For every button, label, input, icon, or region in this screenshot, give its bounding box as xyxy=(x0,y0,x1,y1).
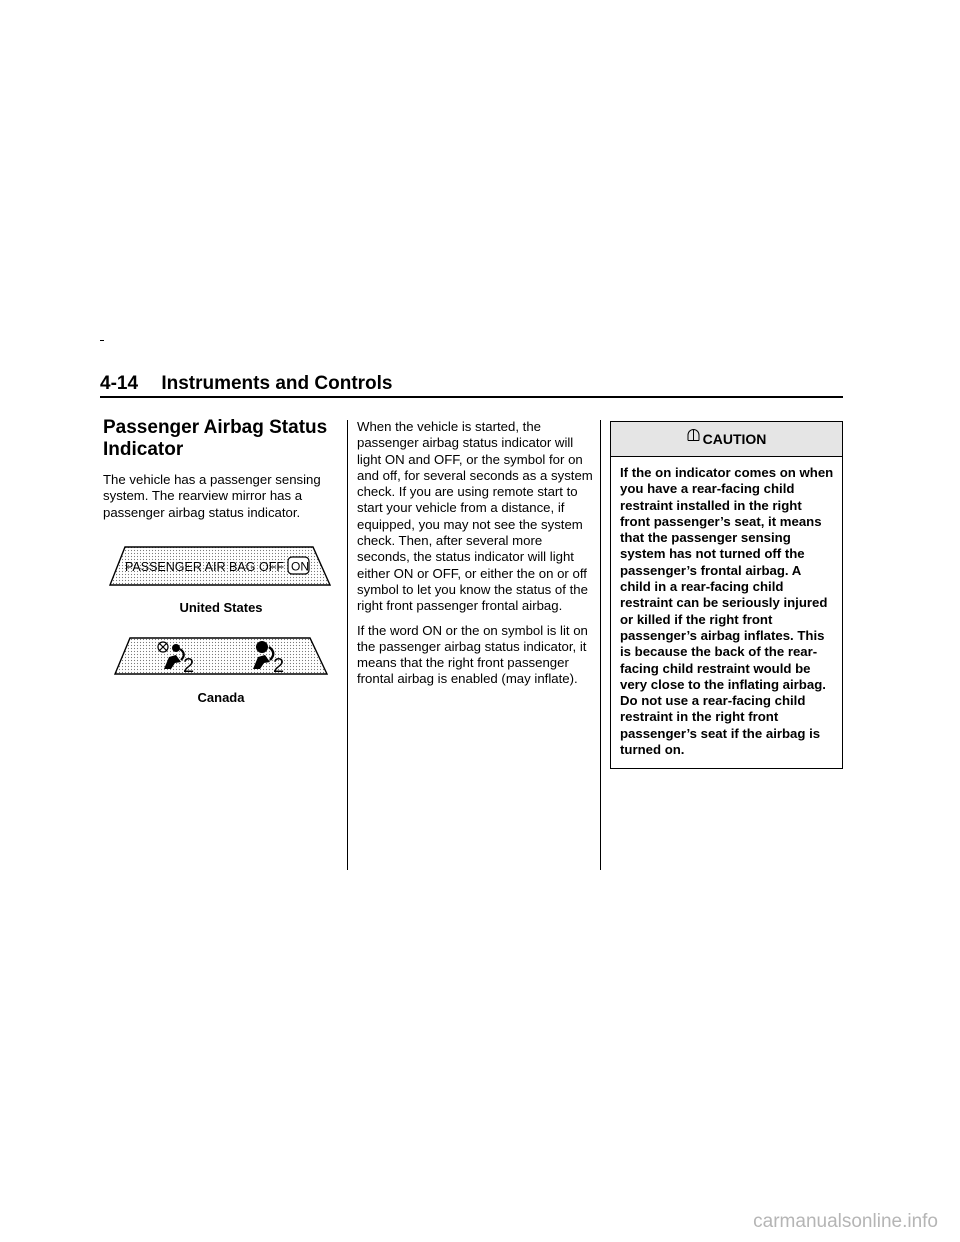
section-name: Instruments and Controls xyxy=(161,373,393,394)
caution-text: If the on indicator comes on when you have a rear-facing child restraint installed in the right front passenger’s seat, it means that the passenger sensing system has not turned off the passenger’s frontal airbag. A child in a rear-facing child restraint can be seriously injured or killed if the right front passenger’s airbag inflates. This is because the back of the rear-facing child restraint would be very close to the inflating airbag. Do not use a rear-facing child restraint in the right front passenger’s seat if the airbag is turned on. xyxy=(620,465,834,758)
us-indicator-illustration xyxy=(103,543,339,587)
page-number: 4-14 xyxy=(100,373,139,394)
watermark: carmanualsonline.info xyxy=(753,1211,938,1232)
figure-united-states xyxy=(103,543,339,615)
page-mark xyxy=(100,340,104,341)
caution-header xyxy=(611,422,842,457)
column-divider-2 xyxy=(600,420,601,870)
us-on-text: ON xyxy=(291,559,309,574)
header-rule xyxy=(100,396,843,398)
canada-indicator-illustration xyxy=(103,635,339,677)
svg-text:2: 2 xyxy=(183,654,195,677)
caution-title: CAUTION xyxy=(702,431,767,447)
column-3 xyxy=(610,421,843,769)
us-off-text: OFF xyxy=(259,559,284,574)
column-1 xyxy=(103,417,339,705)
caption-united-states: United States xyxy=(179,599,263,615)
paragraph-on-symbol: If the word ON or the on symbol is lit on the passenger airbag status indicator, it means that the right front passenger frontal airbag is enabled (may inflate). xyxy=(357,622,588,687)
us-label-text: PASSENGER AIR BAG xyxy=(125,559,256,574)
paragraph-system-check: When the vehicle is started, the passenger airbag status indicator will light ON and OFF, or the symbol for on and off, for several seconds as a system check. If you are using remote start to start your vehicle from a distance, if equipped, you may not see the system check. Then, after several more seconds, the status indicator will light either ON or OFF, or either the on or off symbol to let you know the status of the right front passenger frontal airbag. xyxy=(357,419,593,614)
column-divider-1 xyxy=(347,420,348,870)
figure-canada xyxy=(103,635,339,705)
section-title: Passenger Airbag Status Indicator xyxy=(103,417,328,460)
column-2 xyxy=(357,419,593,696)
caption-canada: Canada xyxy=(197,689,245,705)
svg-text:2: 2 xyxy=(273,654,285,677)
intro-paragraph: The vehicle has a passenger sensing system. The rearview mirror has a passenger airbag status indicator. xyxy=(103,472,321,520)
caution-box xyxy=(610,421,843,769)
warning-icon xyxy=(687,428,700,444)
page-header xyxy=(100,373,393,395)
